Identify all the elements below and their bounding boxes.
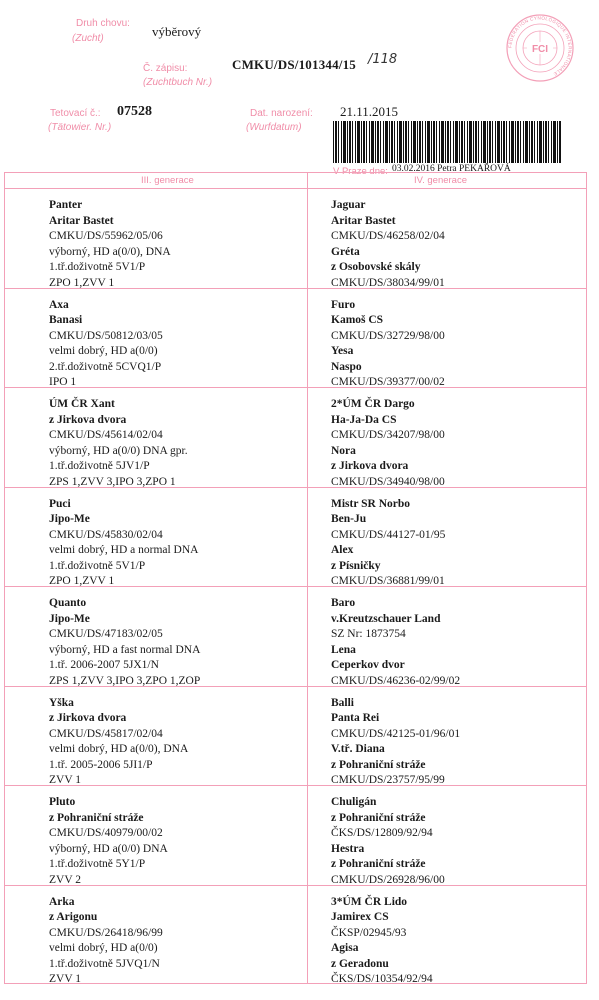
row-divider [4, 686, 587, 687]
pedigree-line: Gréta [331, 245, 360, 258]
regno-label-de: (Zuchtbuch Nr.) [143, 77, 213, 88]
pedigree-line: Yška [49, 696, 74, 709]
col-header-left: III. generace [141, 175, 194, 186]
pedigree-line: Nora [331, 444, 356, 457]
pedigree-line: CMKU/DS/34940/98/00 [331, 475, 445, 488]
pedigree-line: 1.tř.doživotně 5JV1/P [49, 460, 150, 473]
handwritten-suffix: /118 [368, 52, 398, 67]
birth-value: 21.11.2015 [340, 104, 399, 119]
pedigree-line: ZPO 1,ZVV 1 [49, 575, 115, 588]
pedigree-line: ZVV 1 [49, 973, 82, 986]
pedigree-line: CMKU/DS/26418/96/99 [49, 926, 163, 939]
barcode [333, 121, 562, 163]
pedigree-cell-right [331, 596, 460, 690]
pedigree-line: CMKU/DS/42125-01/96/01 [331, 727, 461, 740]
pedigree-line: CMKU/DS/36881/99/01 [331, 575, 445, 588]
pedigree-cell-right [331, 696, 460, 790]
pedigree-cell-right [331, 397, 445, 491]
pedigree-cell-left [49, 397, 188, 491]
pedigree-line: Balli [331, 696, 355, 709]
pedigree-line: CMKU/DS/45830/02/04 [49, 528, 163, 541]
breed-type-label: Druh chovu: [76, 18, 130, 29]
pedigree-line: 3*ÚM ČR Lido [331, 895, 408, 908]
pedigree-line: z Pohraniční stráže [331, 811, 426, 824]
table-top-line [4, 172, 587, 173]
pedigree-line: Mistr SR Norbo [331, 497, 411, 510]
pedigree-line: z Osobovské skály [331, 261, 421, 274]
breed-type-value: výběrový [152, 24, 202, 39]
pedigree-line: z Pohraniční stráže [49, 811, 144, 824]
pedigree-cell-right [331, 497, 445, 591]
pedigree-line: Naspo [331, 360, 362, 373]
pedigree-line: z Jirkova dvora [49, 413, 127, 426]
row-divider [4, 885, 587, 886]
pedigree-cell-right [331, 298, 445, 392]
pedigree-line: Jamirex CS [331, 911, 389, 924]
pedigree-cell-left [49, 298, 163, 392]
breed-type-label-de: (Zucht) [72, 33, 104, 44]
pedigree-cell-left [49, 696, 188, 790]
issued-label: V Praze dne: [333, 166, 388, 177]
pedigree-line: Alex [331, 544, 354, 557]
pedigree-line: CMKU/DS/32729/98/00 [331, 329, 445, 342]
registration-number: CMKU/DS/101344/15 [232, 57, 357, 72]
pedigree-line: Baro [331, 597, 356, 609]
pedigree-line: z Jirkova dvora [331, 460, 409, 473]
pedigree-line: velmi dobrý, HD a normal DNA [49, 544, 199, 557]
pedigree-line: Jipo-Me [49, 513, 90, 526]
pedigree-line: CMKU/DS/26928/96/00 [331, 873, 445, 886]
pedigree-line: ZVV 1 [49, 774, 82, 787]
seal-ring-text: FEDERATION CYNOLOGIQUE INTERNATIONALE [507, 15, 573, 77]
seal-text: FCI [531, 44, 549, 55]
pedigree-line: Furo [331, 298, 356, 311]
row-divider [4, 586, 587, 587]
pedigree-line: z Jirkova dvora [49, 712, 127, 725]
pedigree-line: Hestra [331, 842, 365, 855]
pedigree-line: CMKU/DS/55962/05/06 [49, 230, 163, 243]
pedigree-line: Arka [49, 895, 75, 908]
issued-value: 03.02.2016 Petra PEKAŘOVÁ [392, 164, 511, 174]
pedigree-line: Kamoš CS [331, 314, 384, 327]
birth-label-de: (Wurfdatum) [246, 122, 302, 133]
pedigree-line: 1.tř.doživotně 5V1/P [49, 559, 146, 572]
regno-label: Č. zápisu: [143, 63, 188, 74]
pedigree-line: velmi dobrý, HD a(0/0), DNA [49, 743, 189, 756]
pedigree-line: ZPS 1,ZVV 3,IPO 3,ZPO 1 [49, 475, 176, 488]
pedigree-line: 1.tř.doživotně 5V1/P [49, 261, 146, 274]
pedigree-line: Quanto [49, 597, 87, 609]
pedigree-line: výborný, HD a(0/0) DNA gpr. [49, 444, 188, 457]
pedigree-line: CMKU/DS/23757/95/99 [331, 774, 445, 787]
pedigree-line: ZVV 2 [49, 873, 82, 886]
pedigree-line: Ben-Ju [331, 513, 367, 526]
pedigree-line: Ceperkov dvor [331, 659, 405, 672]
row-divider [4, 785, 587, 786]
pedigree-line: z Pohraniční stráže [331, 758, 426, 771]
pedigree-cell-right [331, 795, 445, 889]
pedigree-line: CMKU/DS/50812/03/05 [49, 329, 163, 342]
pedigree-line: ZPO 1,ZVV 1 [49, 276, 115, 289]
pedigree-line: CMKU/DS/47183/02/05 [49, 628, 163, 641]
pedigree-line: Jipo-Me [49, 612, 90, 625]
tattoo-value: 07528 [117, 104, 152, 119]
col-header-right: IV. generace [414, 175, 467, 186]
pedigree-line: Axa [49, 298, 69, 311]
pedigree-line: Jaguar [331, 199, 366, 211]
pedigree-line: z Písničky [331, 559, 381, 572]
pedigree-line: 2.tř.doživotně 5CVQ1/P [49, 360, 162, 373]
pedigree-cell-left [49, 198, 171, 292]
pedigree-line: Aritar Bastet [331, 214, 396, 227]
pedigree-cell-right [331, 198, 445, 292]
column-divider [307, 172, 308, 984]
pedigree-line: velmi dobrý, HD a(0/0) [49, 345, 158, 358]
pedigree-line: ÚM ČR Xant [49, 398, 115, 410]
pedigree-cell-right [331, 895, 433, 989]
pedigree-line: CMKU/DS/40979/00/02 [49, 827, 163, 840]
row-divider [4, 387, 587, 388]
row-divider [4, 288, 587, 289]
fci-seal-icon [505, 13, 575, 83]
pedigree-line: Aritar Bastet [49, 214, 114, 227]
pedigree-cell-left [49, 596, 200, 690]
header-divider [4, 188, 587, 189]
pedigree-cell-left [49, 497, 198, 591]
pedigree-line: 1.tř.doživotně 5Y1/P [49, 858, 146, 871]
pedigree-cell-left [49, 895, 163, 989]
pedigree-line: CMKU/DS/45817/02/04 [49, 727, 163, 740]
pedigree-line: CMKU/DS/38034/99/01 [331, 276, 445, 289]
tattoo-label: Tetovací č.: [50, 108, 101, 119]
pedigree-line: 1.tř. 2006-2007 5JX1/N [49, 659, 159, 672]
pedigree-line: Agisa [331, 942, 359, 955]
pedigree-line: CMKU/DS/46236-02/99/02 [331, 674, 461, 687]
birth-label: Dat. narození: [250, 108, 313, 119]
pedigree-line: CMKU/DS/34207/98/00 [331, 429, 445, 442]
pedigree-line: SZ Nr: 1873754 [331, 628, 406, 641]
pedigree-line: CMKU/DS/45614/02/04 [49, 429, 163, 442]
tattoo-label-de: (Tätowier. Nr.) [48, 122, 112, 133]
pedigree-line: Lena [331, 643, 356, 656]
pedigree-line: Pluto [49, 796, 76, 808]
pedigree-line: Puci [49, 497, 71, 510]
row-divider [4, 487, 587, 488]
pedigree-line: výborný, HD a(0/0) DNA [49, 842, 168, 855]
pedigree-line: 2*ÚM ČR Dargo [331, 398, 415, 410]
pedigree-line: z Pohraniční stráže [331, 858, 426, 871]
pedigree-cell-left [49, 795, 168, 889]
pedigree-line: výborný, HD a fast normal DNA [49, 643, 201, 656]
pedigree-line: Ha-Ja-Da CS [331, 413, 397, 426]
pedigree-line: ZPS 1,ZVV 3,IPO 3,ZPO 1,ZOP [49, 674, 201, 687]
pedigree-line: V.tř. Diana [331, 743, 385, 756]
pedigree-line: v.Kreutzschauer Land [331, 612, 441, 625]
pedigree-line: Panta Rei [331, 712, 380, 725]
pedigree-line: Banasi [49, 314, 83, 327]
pedigree-line: IPO 1 [49, 376, 77, 389]
pedigree-line: ČKSP/02945/93 [331, 926, 407, 939]
pedigree-line: z Arigonu [49, 911, 98, 924]
pedigree-line: výborný, HD a(0/0), DNA [49, 245, 171, 258]
pedigree-line: Chuligán [331, 796, 377, 808]
pedigree-line: ČKS/DS/12809/92/94 [331, 827, 433, 840]
pedigree-line: z Geradonu [331, 957, 389, 970]
pedigree-line: CMKU/DS/39377/00/02 [331, 376, 445, 389]
pedigree-line: Yesa [331, 345, 354, 358]
pedigree-line: CMKU/DS/44127-01/95 [331, 528, 446, 541]
pedigree-line: 1.tř.doživotně 5JVQ1/N [49, 957, 160, 970]
pedigree-line: 1.tř. 2005-2006 5JI1/P [49, 758, 153, 771]
pedigree-line: velmi dobrý, HD a(0/0) [49, 942, 158, 955]
pedigree-line: Panter [49, 199, 83, 211]
pedigree-line: CMKU/DS/46258/02/04 [331, 230, 445, 243]
pedigree-line: ČKS/DS/10354/92/94 [331, 973, 433, 986]
